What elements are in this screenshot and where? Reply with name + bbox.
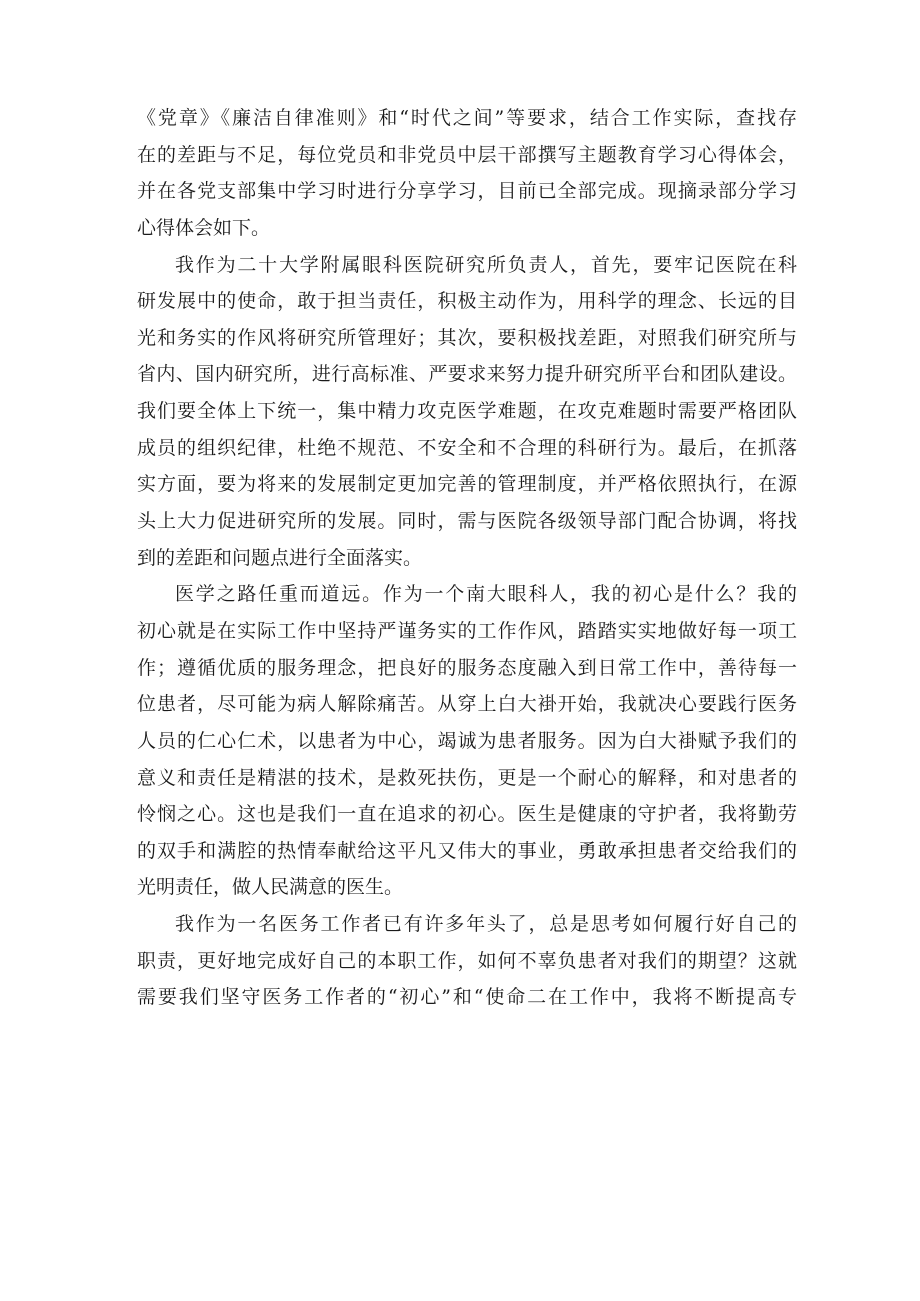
paragraph-3 — [137, 576, 797, 906]
text-line: 职责，更好地完成好自己的本职工作，如何不辜负患者对我们的期望？这就 — [137, 949, 797, 972]
text-line: 怜悯之心。这也是我们一直在追求的初心。医生是健康的守护者，我将勤劳 — [137, 803, 797, 826]
text-line: 光明责任，做人民满意的医生。 — [137, 876, 404, 899]
text-line: 位患者，尽可能为病人解除痛苦。从穿上白大褂开始，我就决心要践行医务 — [137, 693, 797, 716]
paragraph-4 — [137, 906, 797, 1016]
paragraph-2 — [137, 247, 797, 577]
text-line: 成员的组织纪律，杜绝不规范、不安全和不合理的科研行为。最后，在抓落 — [137, 436, 797, 459]
text-line: 头上大力促进研究所的发展。同时，需与医院各级领导部门配合协调，将找 — [137, 510, 797, 533]
text-line: 在的差距与不足，每位党员和非党员中层干部撰写主题教育学习心得体会， — [137, 143, 797, 166]
text-line: 人员的仁心仁术，以患者为中心，竭诚为患者服务。因为白大褂赋予我们的 — [137, 729, 797, 752]
text-line: 我们要全体上下统一，集中精力攻克医学难题，在攻克难题时需要严格团队 — [137, 400, 797, 423]
text-line: 光和务实的作风将研究所管理好；其次，要积极找差距，对照我们研究所与 — [137, 326, 797, 349]
text-line: 需要我们坚守医务工作者的“初心”和“使命二在工作中，我将不断提高专 — [137, 986, 797, 1009]
text-line: 初心就是在实际工作中坚持严谨务实的工作作风，踏踏实实地做好每一项工 — [137, 619, 797, 642]
text-line: 作；遵循优质的服务理念，把良好的服务态度融入到日常工作中，善待每一 — [137, 656, 797, 679]
text-line: 并在各党支部集中学习时进行分享学习，目前已全部完成。现摘录部分学习 — [137, 180, 797, 203]
text-line: 的双手和满腔的热情奉献给这平凡又伟大的事业，勇敢承担患者交给我们的 — [137, 839, 797, 862]
text-line: 心得体会如下。 — [137, 216, 271, 239]
text-line: 研发展中的使命，敢于担当责任，积极主动作为，用科学的理念、长远的目 — [137, 290, 797, 313]
paragraph-1 — [137, 100, 797, 247]
text-line: 到的差距和问题点进行全面落实。 — [137, 546, 423, 569]
text-line: 意义和责任是精湛的技术，是救死扶伤，更是一个耐心的解释，和对患者的 — [137, 766, 797, 789]
document-body — [137, 100, 797, 1016]
text-line: 我作为一名医务工作者已有许多年头了，总是思考如何履行好自己的 — [175, 913, 797, 936]
text-line: 实方面，要为将来的发展制定更加完善的管理制度，并严格依照执行，在源 — [137, 473, 797, 496]
text-line: 医学之路任重而道远。作为一个南大眼科人，我的初心是什么？我的 — [175, 583, 797, 606]
text-line: 我作为二十大学附属眼科医院研究所负责人，首先，要牢记医院在科 — [175, 253, 797, 276]
text-line: 省内、国内研究所，进行高标准、严要求来努力提升研究所平台和团队建设。 — [137, 363, 797, 386]
text-line: 《党章》《廉洁自律准则》和“时代之间”等要求，结合工作实际，查找存 — [137, 107, 797, 129]
